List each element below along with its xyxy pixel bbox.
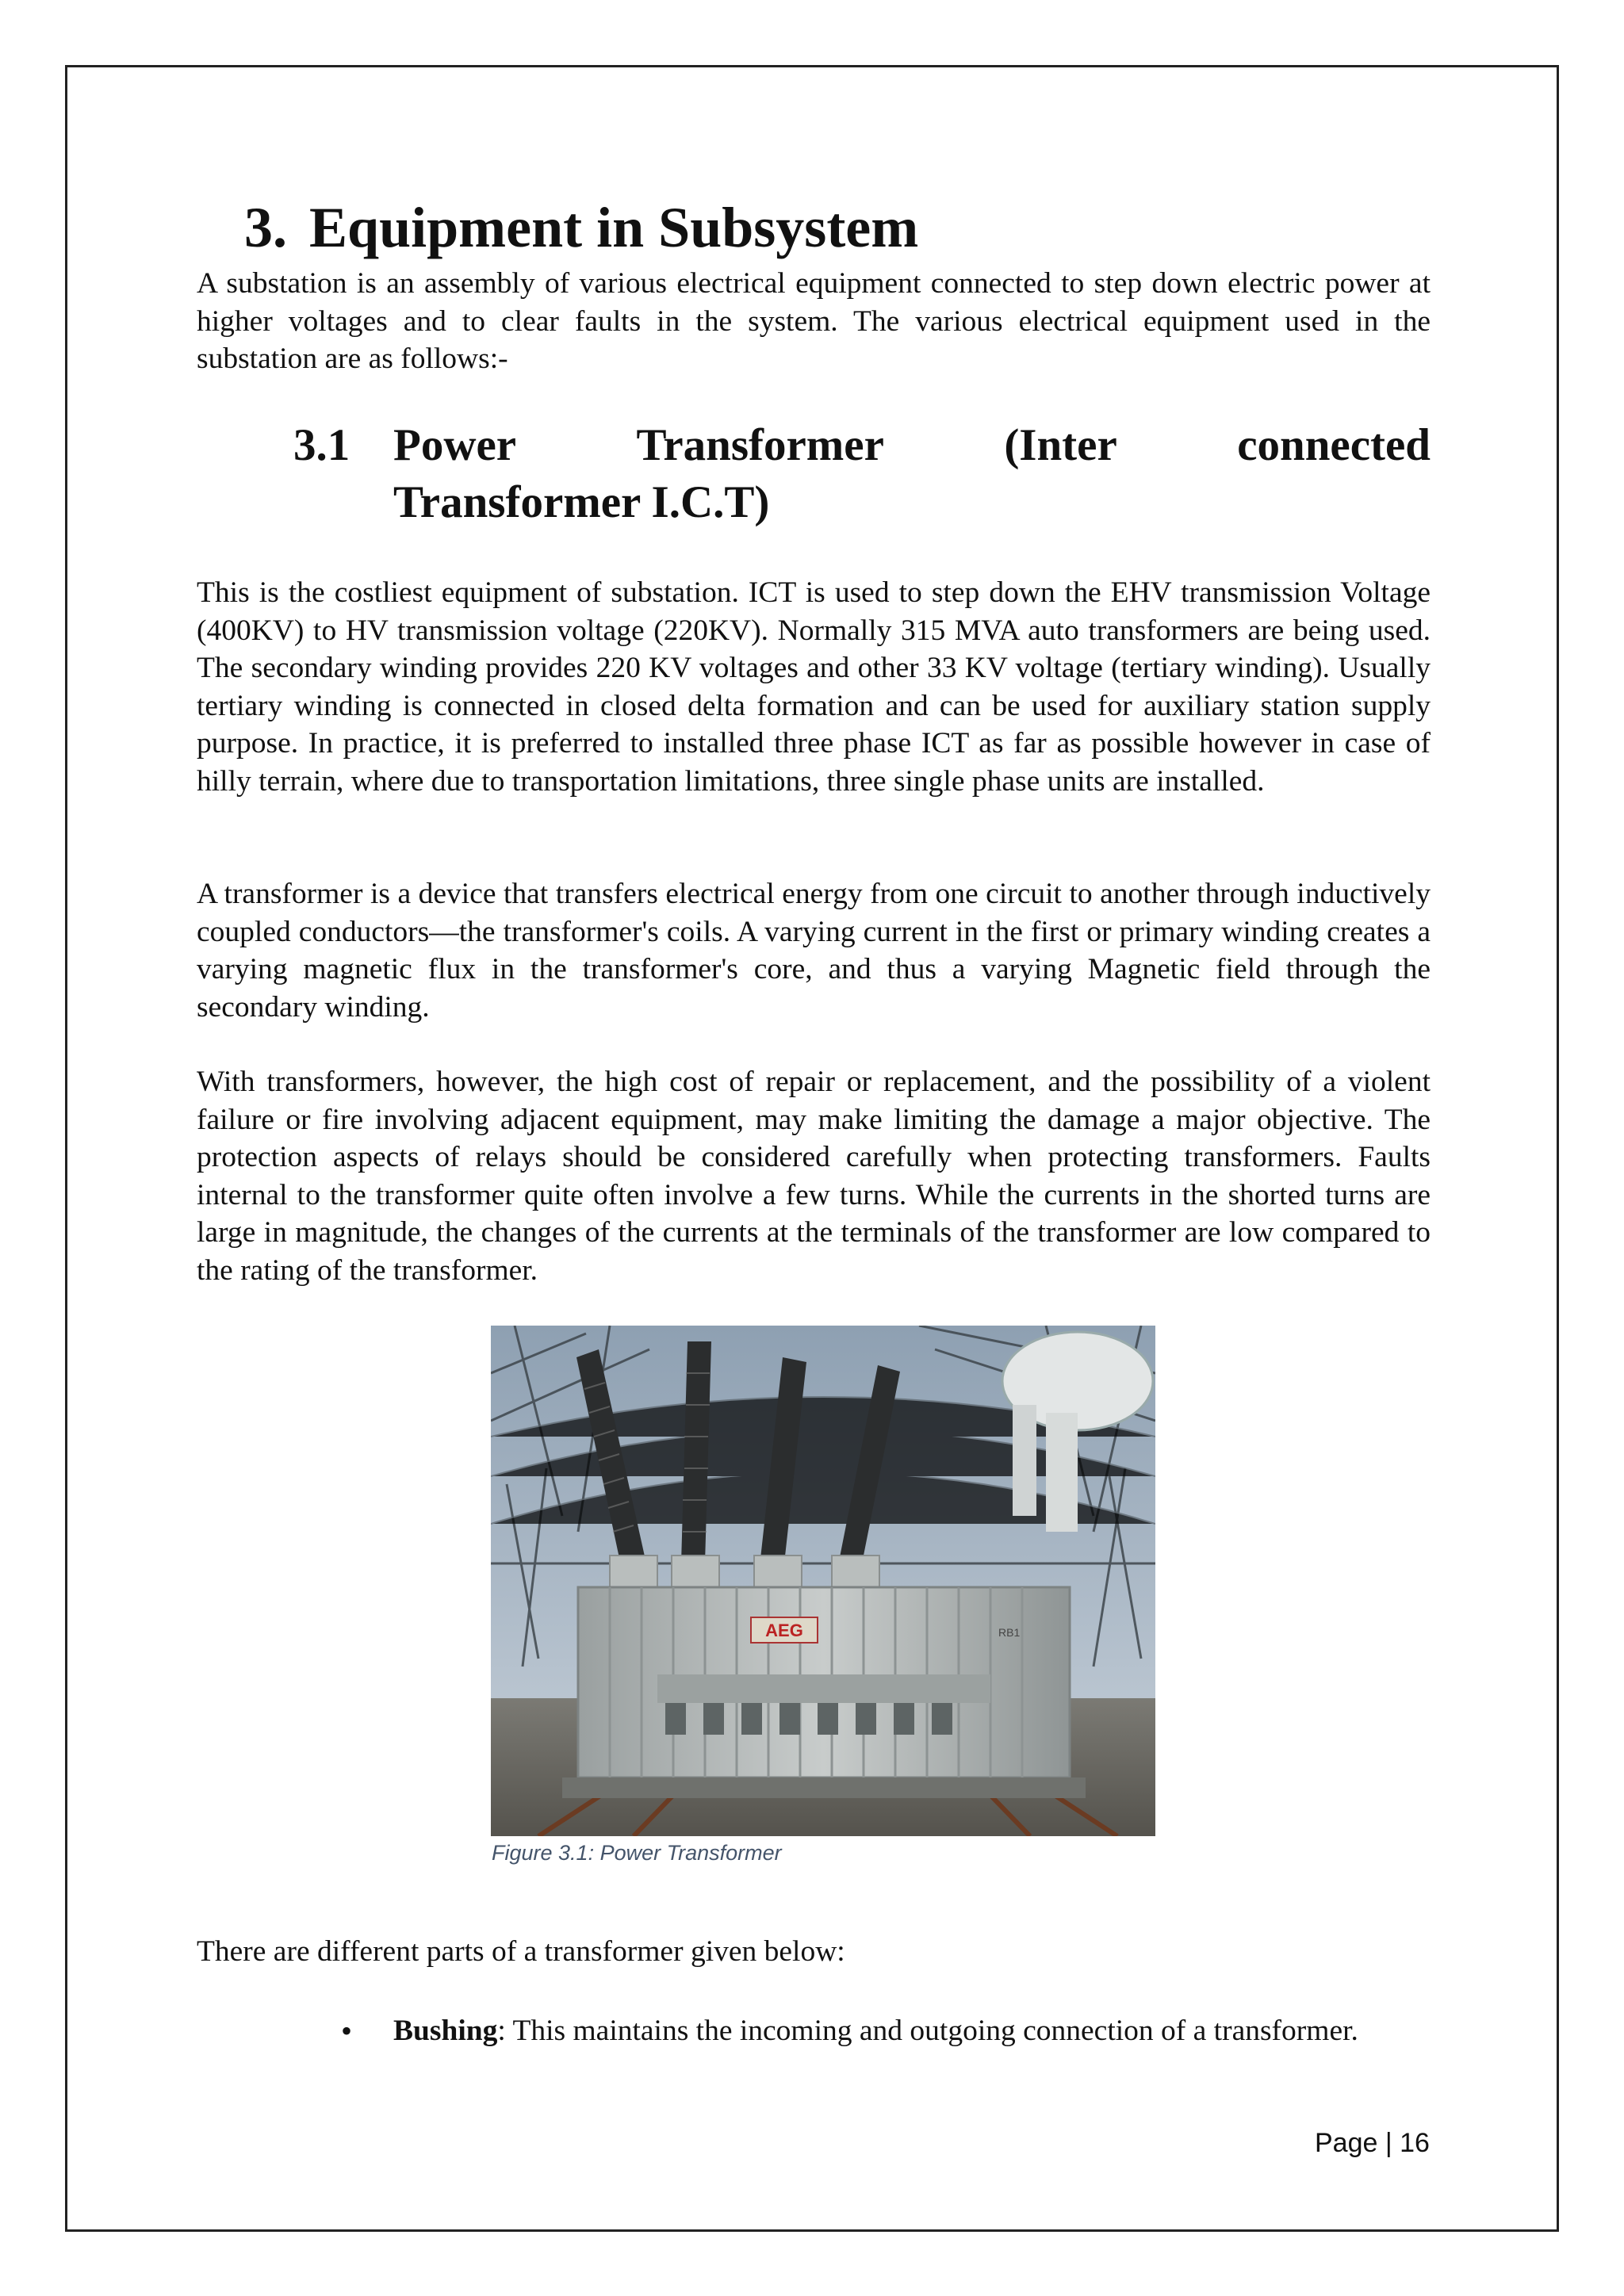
figure-caption: Figure 3.1: Power Transformer bbox=[492, 1841, 782, 1865]
parts-intro: There are different parts of a transformer given below: bbox=[197, 1935, 845, 1968]
protection-paragraph: With transformers, however, the high cost of repair or replacement, and the possibility of a violent failure or fire involving adjacent equipment, may make limiting the damage a major objective. The protection aspects of relays should be considered carefully when protecting transformers. Faults internal to the transformer quite often involve a few turns. While the currents in the shorted turns are large in magnitude, the changes of the currents at the terminals of the transformer are low compared to the rating of the transformer. bbox=[197, 1066, 1431, 1287]
bullet-dot-icon: • bbox=[341, 2013, 353, 2049]
section-word: connected bbox=[1237, 420, 1431, 470]
chapter-number: 3. bbox=[244, 196, 287, 259]
power-transformer-photo bbox=[491, 1326, 1155, 1836]
chapter-title: Equipment in Subsystem bbox=[309, 196, 919, 259]
ict-paragraph: This is the costliest equipment of substation. ICT is used to step down the EHV transmission Voltage (400KV) to HV transmission voltage (220KV). Normally 315 MVA auto transformers are being used. The secondary winding provides 220 KV voltages and other 33 KV voltage (tertiary winding). Usually tertiary winding is connected in closed delta formation and can be used for auxiliary station supply purpose. In practice, it is preferred to installed three phase ICT as far as possible however in case of hilly terrain, where due to transportation limitations, three single phase units are installed. bbox=[197, 576, 1431, 798]
bullet-text: : This maintains the incoming and outgoing connection of a transformer. bbox=[497, 2015, 1358, 2047]
intro-paragraph: A substation is an assembly of various electrical equipment connected to step down electric power at higher voltages and to clear faults in the system. The various electrical equipment used in the substation are as follows:- bbox=[197, 267, 1431, 375]
section-heading-line-1 bbox=[393, 417, 1431, 474]
page-number: Page | 16 bbox=[1315, 2128, 1430, 2158]
transformer-definition-paragraph: A transformer is a device that transfers electrical energy from one circuit to another through inductively coupled conductors—the transformer's coils. A varying current in the first or primary winding creates a varying magnetic flux in the transformer's core, and thus a varying Magnetic field through the secondary winding. bbox=[197, 878, 1431, 1024]
section-number: 3.1 bbox=[293, 420, 350, 470]
section-heading-line-2: Transformer I.C.T) bbox=[393, 477, 770, 527]
chapter-heading bbox=[244, 197, 918, 259]
bullet-item-bushing bbox=[393, 2012, 1431, 2050]
section-word: (Inter bbox=[1004, 420, 1117, 470]
section-word: Power bbox=[393, 420, 517, 470]
bullet-term: Bushing bbox=[393, 2015, 498, 2047]
section-word: Transformer bbox=[636, 420, 884, 470]
unit-plate-label: RB1 bbox=[998, 1626, 1021, 1639]
section-heading bbox=[393, 417, 1431, 531]
aeg-brand-label: AEG bbox=[765, 1621, 803, 1640]
